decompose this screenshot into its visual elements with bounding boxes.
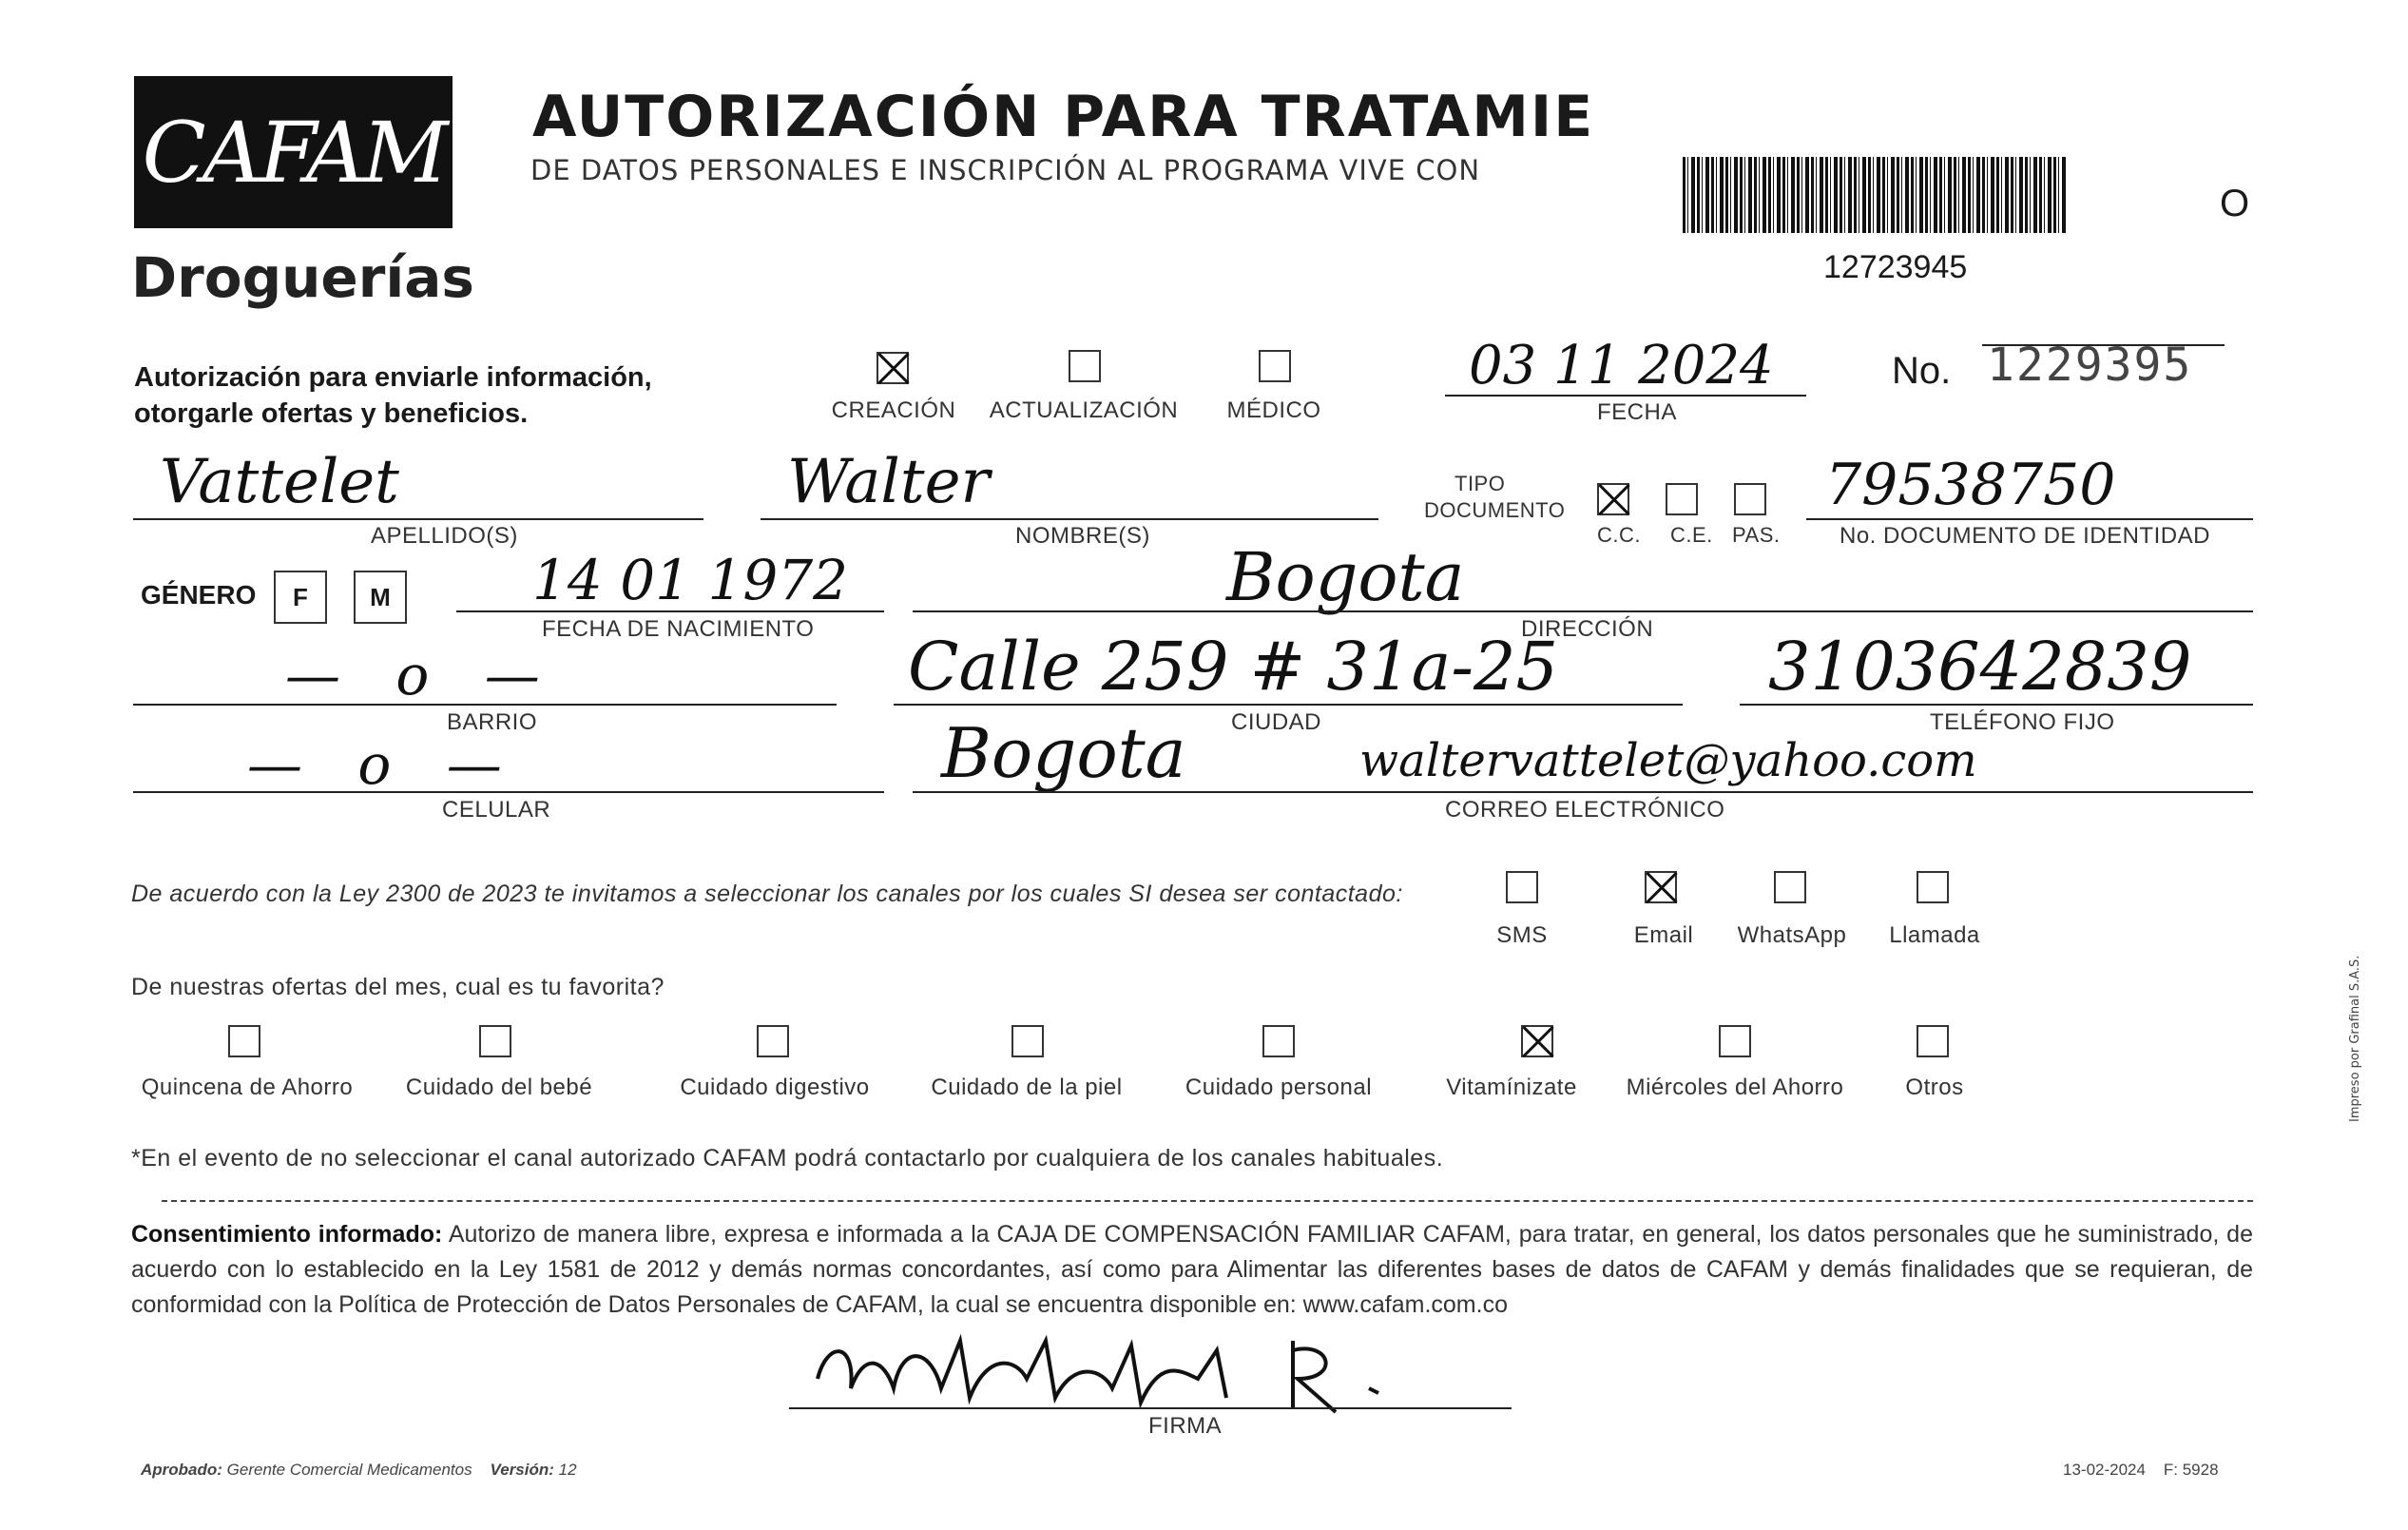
offer-otros-checkbox[interactable]: [1917, 1025, 1949, 1057]
cc-label: C.C.: [1597, 523, 1641, 547]
version-value: 12: [558, 1461, 577, 1479]
offer-miercoles-checkbox[interactable]: [1719, 1025, 1751, 1057]
offer-digestivo-checkbox[interactable]: [757, 1025, 789, 1057]
corner-mark: O: [2220, 183, 2250, 224]
call-label: Llamada: [1889, 922, 1980, 948]
email-checkbox[interactable]: [1645, 871, 1677, 903]
offer-bebe-label: Cuidado del bebé: [405, 1075, 593, 1100]
logo-text: CAFAM: [142, 103, 445, 202]
birth-value[interactable]: 14 01 1972: [532, 548, 849, 612]
offer-miercoles-label: Miércoles del Ahorro: [1626, 1075, 1844, 1100]
offers-question: De nuestras ofertas del mes, cual es tu favorita?: [131, 974, 665, 1000]
cell-value[interactable]: — o —: [247, 732, 521, 797]
form-subtitle: DE DATOS PERSONALES E INSCRIPCIÓN AL PROGRAMA VIVE CON: [530, 154, 1481, 186]
pas-label: PAS.: [1732, 523, 1781, 547]
footer-right: [2063, 1461, 2219, 1480]
barrio-label: BARRIO: [447, 709, 538, 735]
offer-vitaminizate-checkbox[interactable]: [1521, 1025, 1553, 1057]
name-label: NOMBRE(S): [1015, 523, 1150, 549]
offer-piel-label: Cuidado de la piel: [931, 1075, 1123, 1100]
form-title: AUTORIZACIÓN PARA TRATAMIE: [532, 84, 1595, 150]
offer-vitaminizate-label: Vitamínizate: [1446, 1075, 1577, 1100]
cc-checkbox[interactable]: [1597, 483, 1629, 515]
phone-value[interactable]: 3103642839: [1768, 628, 2192, 706]
consent-heading: Consentimiento informado:: [131, 1221, 443, 1248]
address-value[interactable]: Bogota: [1226, 538, 1465, 616]
divider: [162, 1200, 2253, 1202]
gender-m-box[interactable]: M: [354, 571, 407, 624]
offer-piel-checkbox[interactable]: [1011, 1025, 1044, 1057]
whatsapp-label: WhatsApp: [1737, 922, 1847, 948]
number-label: No.: [1892, 350, 1952, 392]
consent-text: Autorizo de manera libre, expresa e informada a la CAJA DE COMPENSACIÓN FAMILIAR CAFAM, para tratar, en general, los datos personales que he suministrado, de acuerdo con lo establecido en la Ley 1581 de 2012 y demás normas concordantes, así como para Alimentar las diferentes bases de datos de CAFAM y demás finalidades que se requieran, de conformidad con la Política de Protección de Datos Personales de CAFAM, la cual se encuentra disponible en: www.cafam.com.co: [131, 1221, 2253, 1318]
consent-paragraph: [131, 1217, 2253, 1323]
whatsapp-checkbox[interactable]: [1774, 871, 1806, 903]
phone-label: TELÉFONO FIJO: [1930, 709, 2115, 735]
creation-label: CREACIÓN: [831, 397, 956, 423]
channels-question: De acuerdo con la Ley 2300 de 2023 te invitamos a seleccionar los canales por los cuales SI desea ser contactado:: [131, 881, 1403, 907]
offer-personal-checkbox[interactable]: [1262, 1025, 1295, 1057]
offer-personal-label: Cuidado personal: [1185, 1075, 1373, 1100]
medical-checkbox[interactable]: [1259, 350, 1291, 382]
authorization-intro: [134, 359, 652, 432]
barrio-value[interactable]: — o —: [285, 643, 559, 707]
cell-label: CELULAR: [442, 797, 551, 823]
date-label: FECHA: [1597, 399, 1677, 425]
address-label: DIRECCIÓN: [1521, 616, 1654, 642]
signature-label: FIRMA: [1148, 1413, 1223, 1439]
footer-date: 13-02-2024: [2063, 1461, 2146, 1479]
creation-checkbox[interactable]: [877, 352, 909, 384]
sms-label: SMS: [1496, 922, 1548, 948]
doc-type-label-2: DOCUMENTO: [1424, 498, 1566, 522]
update-checkbox[interactable]: [1069, 350, 1101, 382]
offer-bebe-checkbox[interactable]: [479, 1025, 511, 1057]
street-value[interactable]: Calle 259 # 31a-25: [908, 628, 1559, 706]
gender-label: GÉNERO: [141, 580, 257, 610]
subbrand: Droguerías: [131, 245, 474, 310]
approved-value: Gerente Comercial Medicamentos: [226, 1461, 472, 1479]
medical-label: MÉDICO: [1226, 397, 1321, 423]
call-checkbox[interactable]: [1917, 871, 1949, 903]
version-label: Versión:: [490, 1461, 554, 1479]
pas-checkbox[interactable]: [1734, 483, 1766, 515]
offer-digestivo-label: Cuidado digestivo: [680, 1075, 870, 1100]
surname-label: APELLIDO(S): [371, 523, 518, 549]
footer-code: F: 5928: [2163, 1461, 2219, 1479]
update-label: ACTUALIZACIÓN: [989, 397, 1179, 423]
footer-approved: [141, 1461, 577, 1480]
date-value[interactable]: 03 11 2024: [1469, 335, 1774, 397]
footnote: *En el evento de no seleccionar el canal autorizado CAFAM podrá contactarlo por cualquiera de los canales habituales.: [131, 1145, 1444, 1172]
email-value[interactable]: waltervattelet@yahoo.com: [1359, 734, 1977, 787]
cafam-logo: [134, 76, 453, 228]
intro-line-2: otorgarle ofertas y beneficios.: [134, 398, 529, 429]
offer-quincena-label: Quincena de Ahorro: [141, 1075, 354, 1100]
birth-label: FECHA DE NACIMIENTO: [542, 616, 815, 642]
signature: [799, 1322, 1426, 1426]
gender-f-box[interactable]: F: [274, 571, 327, 624]
doc-number-label: No. DOCUMENTO DE IDENTIDAD: [1840, 523, 2210, 549]
side-print-text: Impreso por Grafinal S.A.S.: [2348, 955, 2362, 1122]
barcode-number: 12723945: [1823, 249, 1968, 285]
ce-label: C.E.: [1670, 523, 1713, 547]
surname-value[interactable]: Vattelet: [160, 447, 399, 517]
email-channel-label: Email: [1633, 922, 1694, 948]
email-label: CORREO ELECTRÓNICO: [1445, 797, 1725, 823]
barcode: [1683, 157, 2068, 233]
offer-quincena-checkbox[interactable]: [228, 1025, 260, 1057]
doc-number-value[interactable]: 79538750: [1825, 452, 2116, 518]
ce-checkbox[interactable]: [1666, 483, 1698, 515]
doc-type-label-1: TIPO: [1454, 472, 1506, 495]
city-label: CIUDAD: [1231, 709, 1322, 735]
intro-line-1: Autorización para enviarle información,: [134, 362, 652, 393]
offer-otros-label: Otros: [1905, 1075, 1964, 1100]
city-value[interactable]: Bogota: [941, 713, 1186, 793]
name-value[interactable]: Walter: [787, 447, 991, 517]
form-number: 1229395: [1987, 339, 2193, 392]
approved-label: Aprobado:: [141, 1461, 222, 1479]
sms-checkbox[interactable]: [1506, 871, 1538, 903]
